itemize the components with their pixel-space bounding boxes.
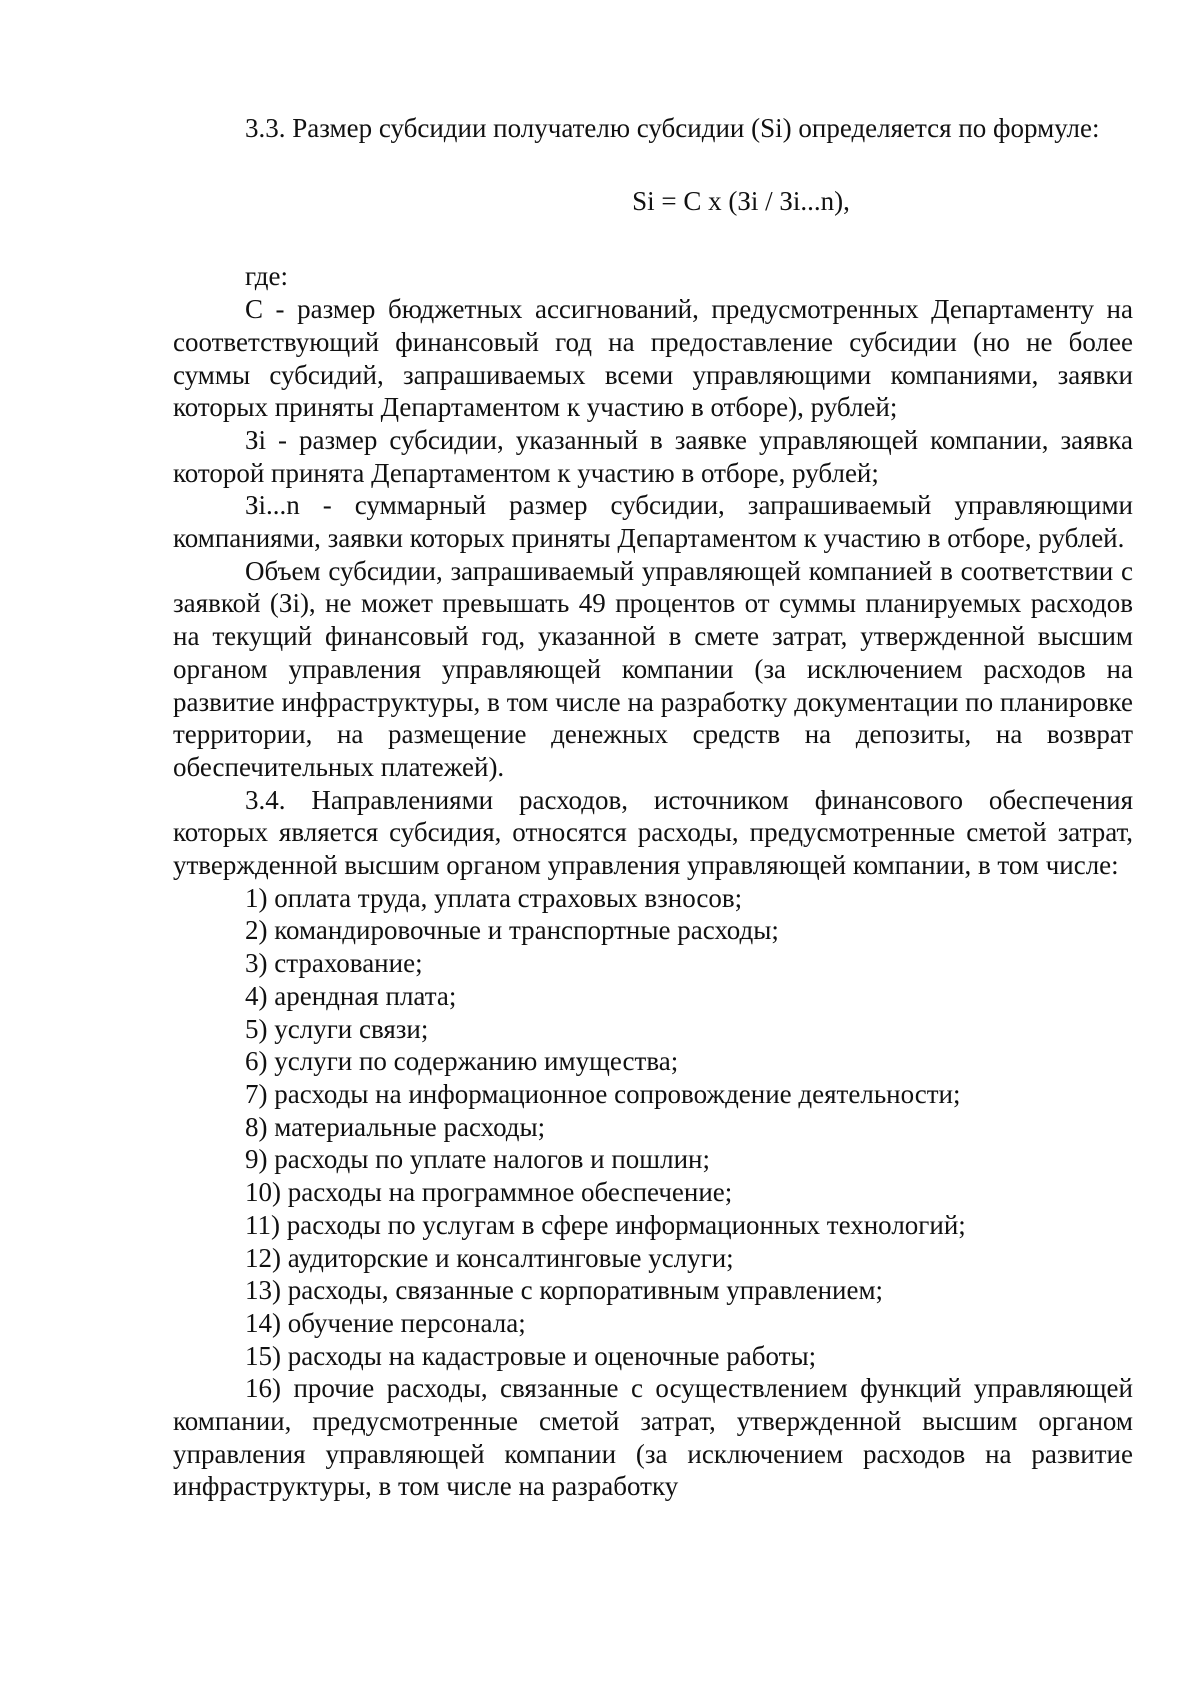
paragraph-3-3: 3.3. Размер субсидии получателю субсидии (Si) определяется по формуле: — [245, 113, 1100, 143]
list-item: 16) прочие расходы, связанные с осуществлением функций управляющей компании, предусмотренные сметой затрат, утвержденной высшим органом управления управляющей компании (за исключением расходов на развитие инфраструктуры, в том числе на разработку — [173, 1373, 1133, 1502]
list-item: 13) расходы, связанные с корпоративным управлением; — [245, 1275, 884, 1306]
list-item: 8) материальные расходы; — [245, 1111, 546, 1142]
list-item: 15) расходы на кадастровые и оценочные работы; — [245, 1340, 817, 1371]
volume-paragraph: Объем субсидии, запрашиваемый управляющей компанией в соответствии с заявкой (Зi), не может превышать 49 процентов от суммы планируемых расходов на текущий финансовый год, указанной в смете затрат, утвержденной высшим органом управления управляющей компании (за исключением расходов на развитие инфраструктуры, в том числе на разработку документации по планировке территории, на размещение денежных средств на депозиты, на возврат обеспечительных платежей). — [173, 555, 1133, 782]
formula-text: Si = C x (Зi / Зi...n), — [632, 185, 850, 216]
list-item: 10) расходы на программное обеспечение; — [245, 1177, 733, 1208]
list-item: 9) расходы по уплате налогов и пошлин; — [245, 1144, 710, 1175]
list-item: 6) услуги по содержанию имущества; — [245, 1046, 679, 1077]
definition-c: C - размер бюджетных ассигнований, предусмотренных Департаменту на соответствующий финансовый год на предоставление субсидии (но не более суммы субсидий, запрашиваемых всеми управляющими компаниями, заявки которых приняты Департаментом к участию в отборе), рублей; — [173, 294, 1133, 423]
list-item: 7) расходы на информационное сопровождение деятельности; — [245, 1078, 961, 1109]
list-item: 14) обучение персонала; — [245, 1307, 526, 1338]
definition-zi: Зi - размер субсидии, указанный в заявке управляющей компании, заявка которой принята Департаментом к участию в отборе, рублей; — [173, 424, 1133, 488]
list-item: 2) командировочные и транспортные расходы; — [245, 915, 779, 946]
list-item: 4) арендная плата; — [245, 980, 457, 1011]
expense-list — [173, 882, 1133, 1503]
subsidy-formula — [173, 185, 1133, 218]
list-item: 11) расходы по услугам в сфере информационных технологий; — [245, 1209, 966, 1240]
list-item: 12) аудиторские и консалтинговые услуги; — [245, 1242, 734, 1273]
paragraph-3-4: 3.4. Направлениями расходов, источником финансового обеспечения которых является субсидия, относятся расходы, предусмотренные сметой затрат, утвержденной высшим органом управления управляющей компании, в том числе: — [173, 784, 1133, 881]
document-page — [173, 112, 1133, 1503]
where-label: где: — [245, 261, 288, 292]
list-item: 3) страхование; — [245, 948, 423, 979]
list-item: 1) оплата труда, уплата страховых взносов; — [245, 882, 743, 913]
definition-zi-n: Зi...n - суммарный размер субсидии, запрашиваемый управляющими компаниями, заявки которых приняты Департаментом к участию в отборе, рублей. — [173, 490, 1133, 554]
list-item: 5) услуги связи; — [245, 1013, 429, 1044]
